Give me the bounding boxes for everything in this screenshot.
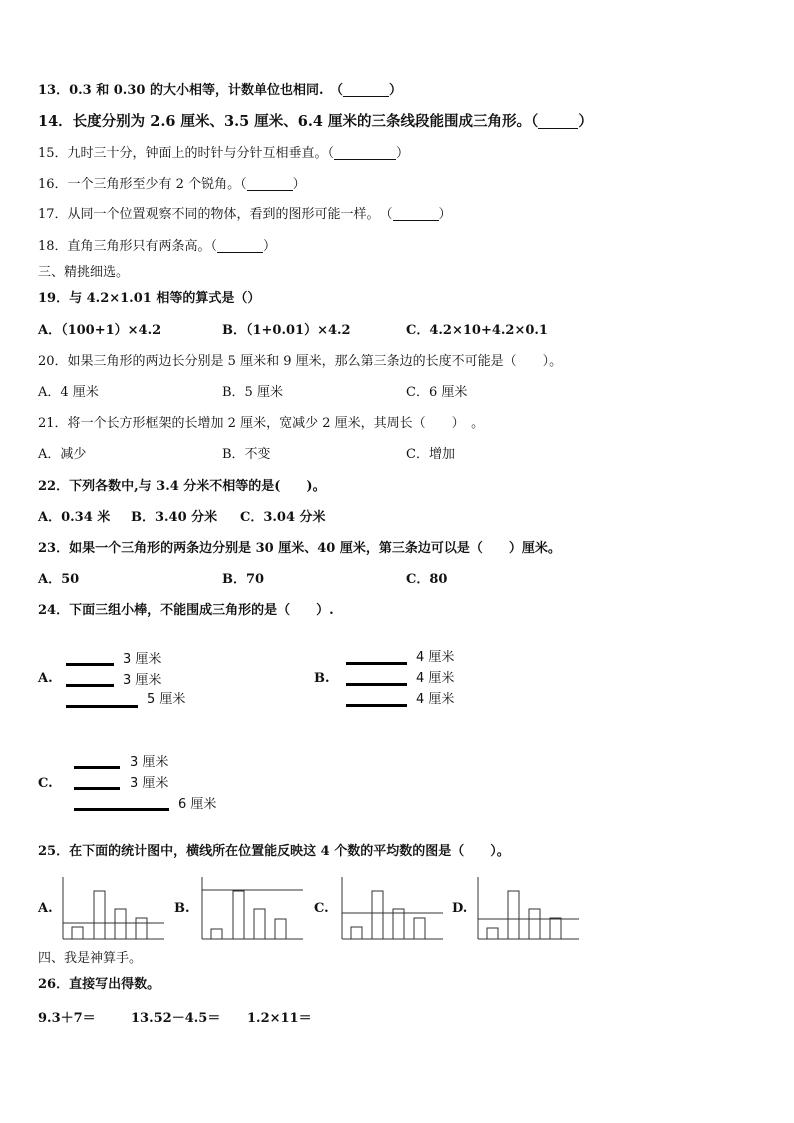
question-13-text: 13．0.3 和 0.30 的大小相等，计数单位也相同. （ (38, 83, 343, 98)
q24-b-label-1: 4 厘米 (416, 650, 455, 665)
answer-blank-17[interactable] (393, 207, 439, 221)
question-18-text: 18．直角三角形只有两条高。（ (38, 239, 218, 254)
section-4-heading: 四、我是神算手。 (38, 951, 143, 966)
q23-option-b[interactable]: B．70 (222, 572, 265, 587)
q24-option-c-letter[interactable]: C. (38, 776, 53, 791)
q22-option-b[interactable]: B．3.40 分米 (131, 510, 218, 525)
q24-a-label-3: 5 厘米 (147, 692, 186, 707)
question-24-text: 24．下面三组小棒，不能围成三角形的是（ ）. (38, 603, 334, 618)
answer-blank-13[interactable] (343, 83, 389, 97)
question-17: 17．从同一个位置观察不同的物体，看到的图形可能一样。 （ ） (38, 207, 452, 222)
question-18: 18．直角三角形只有两条高。（ ） (38, 239, 277, 254)
question-14: 14．长度分别为 2.6 厘米、3.5 厘米、6.4 厘米的三条线段能围成三角形。（ ） (38, 113, 593, 130)
q20-option-a[interactable]: A．4 厘米 (38, 385, 99, 400)
q25-option-a-letter[interactable]: A. (38, 901, 53, 916)
q21-option-b[interactable]: B．不变 (222, 447, 271, 462)
q25-option-d-letter[interactable]: D. (452, 901, 468, 916)
q21-option-a[interactable]: A．减少 (38, 447, 87, 462)
q24-option-a-letter[interactable]: A. (38, 671, 53, 686)
q25-chart-b (201, 875, 305, 941)
q24-c-stick-1 (74, 766, 120, 769)
q26-item-3[interactable]: 1.2×11＝ (247, 1011, 312, 1026)
q25-option-b-letter[interactable]: B. (174, 901, 190, 916)
answer-blank-14[interactable] (538, 115, 578, 129)
q24-b-label-3: 4 厘米 (416, 692, 455, 707)
q25-chart-a (62, 875, 166, 941)
question-23-text: 23．如果一个三角形的两条边分别是 30 厘米、40 厘米，第三条边可以是（ ）厘米。 (38, 541, 561, 556)
q24-b-stick-3 (346, 704, 407, 707)
question-15-text: 15．九时三十分，钟面上的时针与分针互相垂直。（ (38, 146, 335, 161)
question-16-text: 16．一个三角形至少有 2 个锐角。（ (38, 177, 247, 192)
q22-option-a[interactable]: A．0.34 米 (38, 510, 111, 525)
q26-item-2[interactable]: 13.52－4.5＝ (131, 1011, 221, 1026)
question-14-text: 14．长度分别为 2.6 厘米、3.5 厘米、6.4 厘米的三条线段能围成三角形。（ (38, 113, 539, 130)
q24-c-label-2: 3 厘米 (130, 776, 169, 791)
q19-option-b[interactable]: B．（1+0.01）×4.2 (222, 323, 351, 338)
q19-option-a[interactable]: A．（100+1）×4.2 (38, 323, 162, 338)
q24-option-b-letter[interactable]: B. (314, 671, 330, 686)
q24-b-stick-2 (346, 683, 407, 686)
q24-b-label-2: 4 厘米 (416, 671, 455, 686)
q20-option-b[interactable]: B．5 厘米 (222, 385, 283, 400)
q22-option-c[interactable]: C．3.04 分米 (240, 510, 326, 525)
q20-option-c[interactable]: C．6 厘米 (406, 385, 468, 400)
q24-c-stick-2 (74, 787, 120, 790)
q24-c-stick-3 (74, 808, 169, 811)
question-16: 16．一个三角形至少有 2 个锐角。（ ） (38, 177, 306, 192)
question-20-text: 20．如果三角形的两边长分别是 5 厘米和 9 厘米，那么第三条边的长度不可能是（ ）。 (38, 354, 563, 369)
question-21-text: 21．将一个长方形框架的长增加 2 厘米，宽减少 2 厘米，其周长（ ） 。 (38, 416, 485, 431)
q19-option-c[interactable]: C．4.2×10+4.2×0.1 (406, 323, 548, 338)
answer-blank-15[interactable] (334, 146, 396, 160)
question-19-text: 19．与 4.2×1.01 相等的算式是（） (38, 291, 261, 306)
q23-option-a[interactable]: A．50 (38, 572, 80, 587)
q25-chart-c (341, 875, 445, 941)
q24-a-stick-3 (66, 705, 138, 708)
section-3-heading: 三、精挑细选。 (38, 265, 130, 280)
answer-blank-18[interactable] (217, 239, 263, 253)
q25-chart-d (477, 875, 581, 941)
question-25-text: 25．在下面的统计图中，横线所在位置能反映这 4 个数的平均数的图是（ ）。 (38, 844, 510, 859)
question-17-text: 17．从同一个位置观察不同的物体，看到的图形可能一样。 （ (38, 207, 393, 222)
question-15: 15．九时三十分，钟面上的时针与分针互相垂直。（ ） (38, 146, 410, 161)
q24-b-stick-1 (346, 662, 407, 665)
question-26-text: 26．直接写出得数。 (38, 977, 161, 992)
question-22-text: 22．下列各数中,与 3.4 分米不相等的是( )。 (38, 479, 326, 494)
q24-a-stick-2 (66, 684, 114, 687)
q23-option-c[interactable]: C．80 (406, 572, 448, 587)
q24-c-label-1: 3 厘米 (130, 755, 169, 770)
question-13: 13．0.3 和 0.30 的大小相等，计数单位也相同. （ ） (38, 83, 402, 98)
q24-a-stick-1 (66, 663, 114, 666)
q24-a-label-2: 3 厘米 (123, 673, 162, 688)
q25-option-c-letter[interactable]: C. (314, 901, 329, 916)
q24-a-label-1: 3 厘米 (123, 652, 162, 667)
q24-c-label-3: 6 厘米 (178, 797, 217, 812)
q26-item-1[interactable]: 9.3＋7＝ (38, 1011, 96, 1026)
answer-blank-16[interactable] (247, 177, 293, 191)
q21-option-c[interactable]: C．增加 (406, 447, 455, 462)
